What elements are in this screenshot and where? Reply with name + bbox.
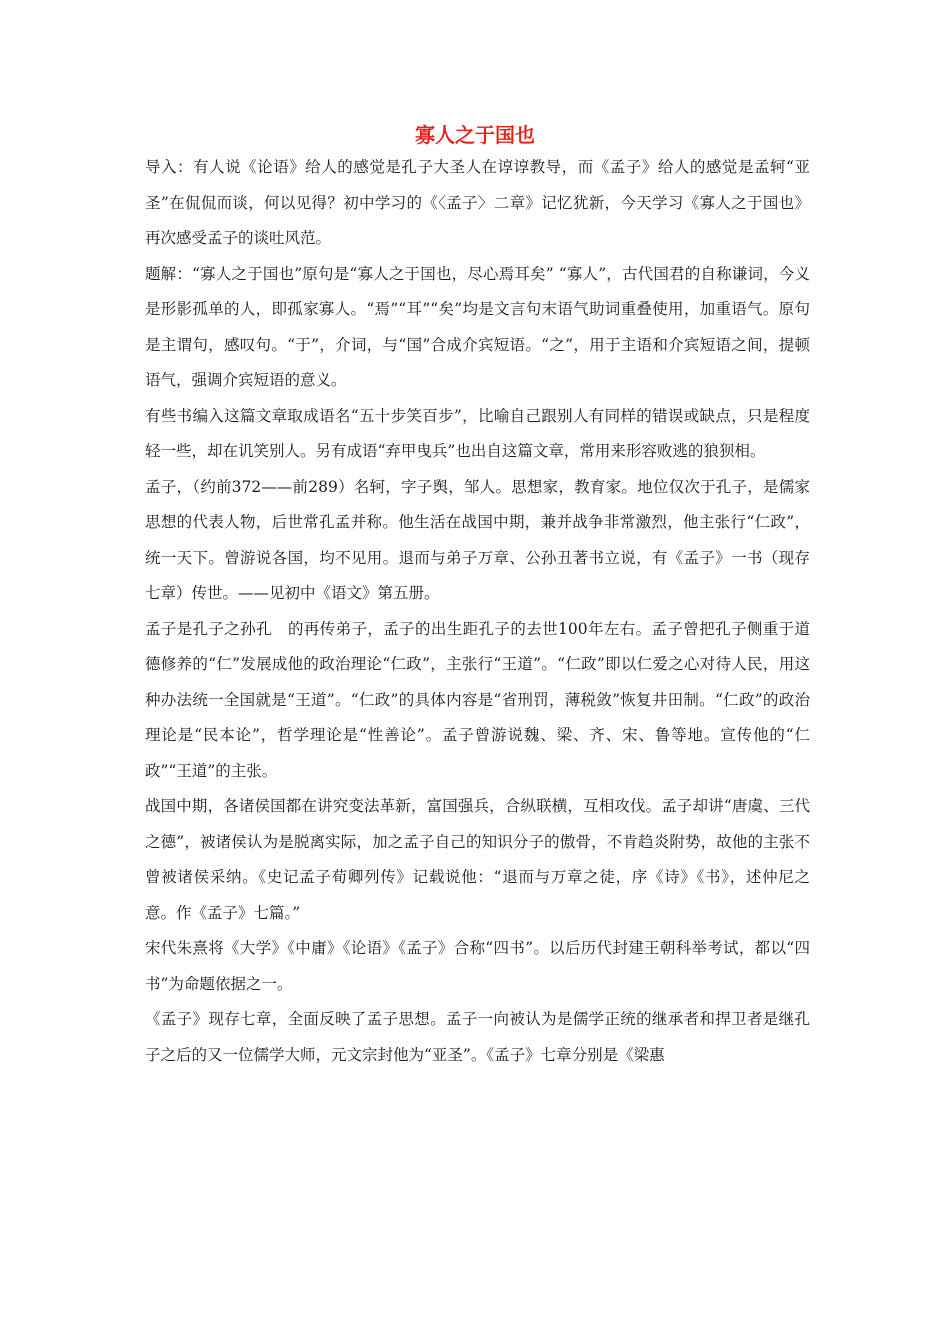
paragraph-mencius-chapters: 《孟子》现存七章，全面反映了孟子思想。孟子一向被认为是儒学正统的继承者和捍卫者是继孔子之后的又一位儒学大师，元文宗封他为“亚圣”。《孟子》七章分别是《梁惠	[145, 1010, 810, 1064]
paragraph-idioms: 有些书编入这篇文章取成语名“五十步笑百步”，比喻自己跟别人有同样的错误或缺点，只是程度轻一些，却在讥笑别人。另有成语“弃甲曳兵”也出自这篇文章，常用来形容败逃的狼狈相。	[145, 406, 810, 460]
paragraph-warring-states: 战国中期，各诸侯国都在讲究变法革新，富国强兵，合纵联横，互相攻伐。孟子却讲“唐虞、三代之德”，被诸侯认为是脱离实际，加之孟子自己的知识分子的傲骨，不肯趋炎附势，故他的主张不曾被诸侯采纳。《史记孟子荀卿列传》记载说他：“退而与万章之徒，序《诗》《书》，述仲尼之意。作《孟子》七篇。”	[145, 797, 810, 922]
paragraph-mencius-bio: 孟子，（约前372——前289）名轲，字子舆，邹人。思想家，教育家。地位仅次于孔子，是儒家思想的代表人物，后世常孔孟并称。他生活在战国中期，兼并战争非常激烈，他主张行“仁政”，统一天下。曾游说各国，均不见用。退而与弟子万章、公孙丑著书立说，有《孟子》一书（现存七章）传世。——见初中《语文》第五册。	[145, 477, 810, 602]
paragraph-mencius-thought: 孟子是孔子之孙孔 的再传弟子，孟子的出生距孔子的去世100年左右。孟子曾把孔子侧重于道德修养的“仁”发展成他的政治理论“仁政”，主张行“王道”。“仁政”即以仁爱之心对待人民，用这种办法统一全国就是“王道”。“仁政”的具体内容是“省刑罚，薄税敛”恢复井田制。“仁政”的政治理论是“民本论”，哲学理论是“性善论”。孟子曾游说魏、梁、齐、宋、鲁等地。宣传他的“仁政”“王道”的主张。	[145, 619, 810, 780]
paragraph-four-books: 宋代朱熹将《大学》《中庸》《论语》《孟子》合称“四书”。以后历代封建王朝科举考试，都以“四书”为命题依据之一。	[145, 939, 810, 993]
paragraph-title-explanation: 题解：“寡人之于国也”原句是“寡人之于国也，尽心焉耳矣” “寡人”，古代国君的自称谦词，今义是形影孤单的人，即孤家寡人。“焉”“耳”“矣”均是文言句末语气助词重叠使用，加重语气。原句是主谓句，感叹句。“于”，介词，与“国”合成介宾短语。“之”，用于主语和介宾短语之间，提顿语气，强调介宾短语的意义。	[145, 264, 810, 389]
document-title: 寡人之于国也	[415, 123, 535, 147]
paragraph-intro: 导入：有人说《论语》给人的感觉是孔子大圣人在谆谆教导，而《孟子》给人的感觉是孟轲“亚圣”在侃侃而谈，何以见得？初中学习的《〈孟子〉二章》记忆犹新，今天学习《寡人之于国也》再次感受孟子的谈吐风范。	[145, 158, 810, 247]
document-body	[145, 150, 810, 1073]
